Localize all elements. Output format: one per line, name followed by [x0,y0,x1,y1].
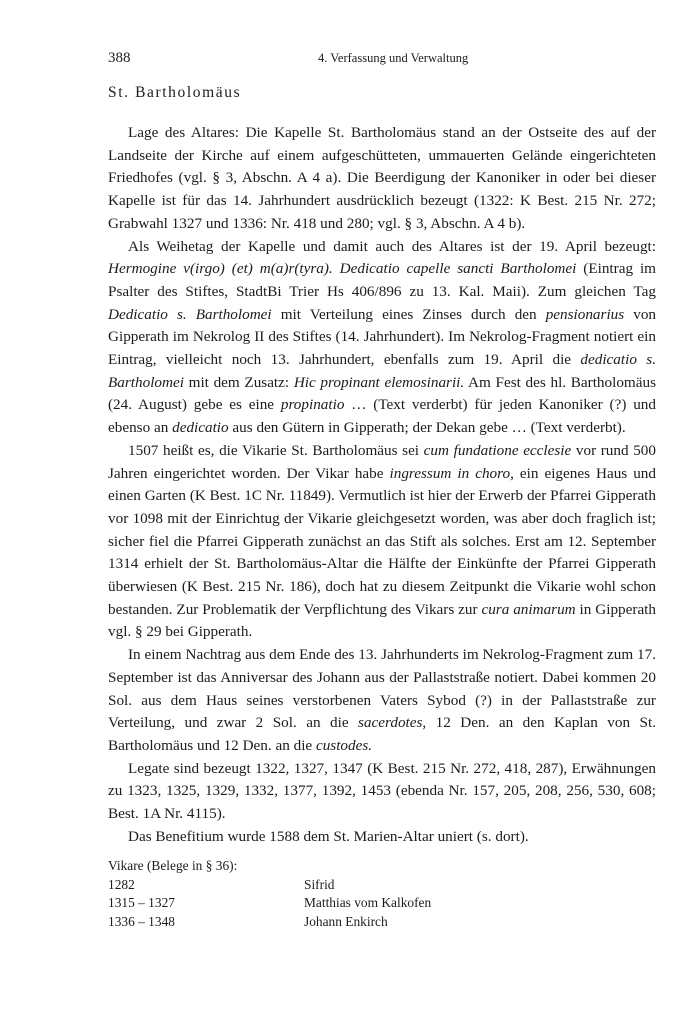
body-paragraph [108,758,656,826]
vikare-years: 1336 – 1348 [108,913,175,929]
italic-text: cura animarum [481,600,576,618]
italic-text: dedicatio s. Bartholomei [108,351,656,391]
running-head: 4. Verfassung und Verwaltung [318,51,469,65]
text-run: , 12 Den. an den Kaplan von St. Bartholomäus und 12 Den. an die [108,714,656,754]
text-run: vor rund 500 Jahren eingerichtet worden. Der Vikar habe [108,441,656,482]
italic-text: dedicatio [172,419,229,437]
italic-text: propinatio [280,396,345,414]
vikare-name: Matthias vom Kalkofen [304,895,432,910]
text-run: Als Weihetag der Kapelle und damit auch des Altares ist der 19. April bezeugt: [128,237,656,255]
body-paragraph [108,236,656,440]
vikare-years: 1282 [108,876,135,892]
vikare-years: 1315 – 1327 [108,895,175,910]
text-run: , ein eigenes Haus und einen Garten (K Best. 1C Nr. 11849). Vermutlich ist hier der Erwerb der Pfarrei Gipperath vor 1098 mit der Einrichtug der Vikarie gleichgesetzt worden, was aber doch fraglich ist; sicher fiel die Pfarrei Gipperath zunächst an das Stift als solches. Erst am 12. September 1314 erhielt der St. Bartholomäus-Altar die Hälfte der Einkünfte der Pfarrei Gipperath überwiesen (K Best. 215 Nr. 186), doch hat zu diesem Zeitpunkt die Vikarie wohl schon bestanden. Zur Problematik der Verpflichtung des Vikars zur [108,464,656,618]
text-run: Lage des Altares: Die Kapelle St. Bartholomäus stand an der Ostseite des auf der Landseite der Kirche auf einem aufgeschütteten, ummauerten Gelände eingerichteten Friedhofes (vgl. § 3, Abschn. A 4 a). Die Beerdigung der Kanoniker in oder bei dieser Kapelle ist für das 14. Jahrhundert ausdrücklich bezeugt (1322: K Best. 215 Nr. 272; Grabwahl 1327 und 1336: Nr. 418 und 280; vgl. § 3, Abschn. A 4 b). [108,124,656,232]
text-run: In einem Nachtrag aus dem Ende des 13. Jahrhunderts im Nekrolog-Fragment zum 17. September ist das Anniversar des Johann aus der Pallaststraße notiert. Dabei kommen 20 Sol. aus dem Haus seines verstorbenen Vaters Sybod (?) in der Pallaststraße zur Verteilung, und zwar 2 Sol. an die [108,646,656,732]
italic-text: sacerdotes [358,714,423,732]
vikare-name: Sifrid [304,876,335,892]
vikare-heading: Vikare (Belege in § 36): [108,858,238,873]
body-text [108,122,656,849]
text-run: mit Verteilung eines Zinses durch den [271,305,546,323]
italic-text: pensionarius [545,305,625,323]
text-run: Das Benefitium wurde 1588 dem St. Marien-Altar uniert (s. dort). [128,827,529,845]
vikare-row [108,876,656,895]
text-run: aus den Gütern in Gipperath; der Dekan gebe … (Text verderbt). [228,419,626,437]
body-paragraph [108,644,656,758]
italic-text: cum fundatione ecclesie [423,441,572,459]
body-paragraph [108,826,656,849]
vikare-name: Johann Enkirch [304,913,388,929]
text-run: Legate sind bezeugt 1322, 1327, 1347 (K Best. 215 Nr. 272, 418, 287), Erwähnungen zu 1323, 1325, 1329, 1332, 1377, 1392, 1453 (ebenda Nr. 157, 205, 208, 256, 530, 608; Best. 1A Nr. 4115). [108,759,656,823]
body-paragraph [108,122,656,236]
italic-text: ingressum in choro [389,464,511,482]
italic-text: Dedicatio s. Bartholomei [108,305,272,323]
vikare-row [108,894,656,913]
vikare-row [108,913,656,932]
italic-text: Hic propinant elemosinarii. [293,373,465,391]
section-title: St. Bartholomäus [108,84,242,101]
italic-text: Hermogine v(irgo) (et) m(a)r(tyra). Dedicatio capelle sancti Bartholomei [108,260,577,278]
italic-text: custodes. [315,736,373,754]
text-run: mit dem Zusatz: [183,373,294,391]
page-number: 388 [108,50,131,66]
vikare-list [108,857,656,931]
text-run: (Eintrag im Psalter des Stiftes, StadtBi Trier Hs 406/896 zu 13. Kal. Maii). Zum gleichen Tag [108,260,656,300]
body-paragraph [108,440,656,644]
text-run: … (Text verderbt) für jeden Kanoniker (?) und ebenso an [108,396,656,437]
text-run: von Gipperath im Nekrolog II des Stiftes (14. Jahrhundert). Im Nekrolog-Fragment notiert ein Eintrag, vielleicht noch 13. Jahrhundert, ebenfalls zum 19. April die [108,305,657,369]
text-run: 1507 heißt es, die Vikarie St. Bartholomäus sei [128,441,424,459]
text-run: Am Fest des hl. Bartholomäus (24. August) gebe es eine [108,373,656,414]
text-run: in Gipperath vgl. § 29 bei Gipperath. [108,600,656,641]
